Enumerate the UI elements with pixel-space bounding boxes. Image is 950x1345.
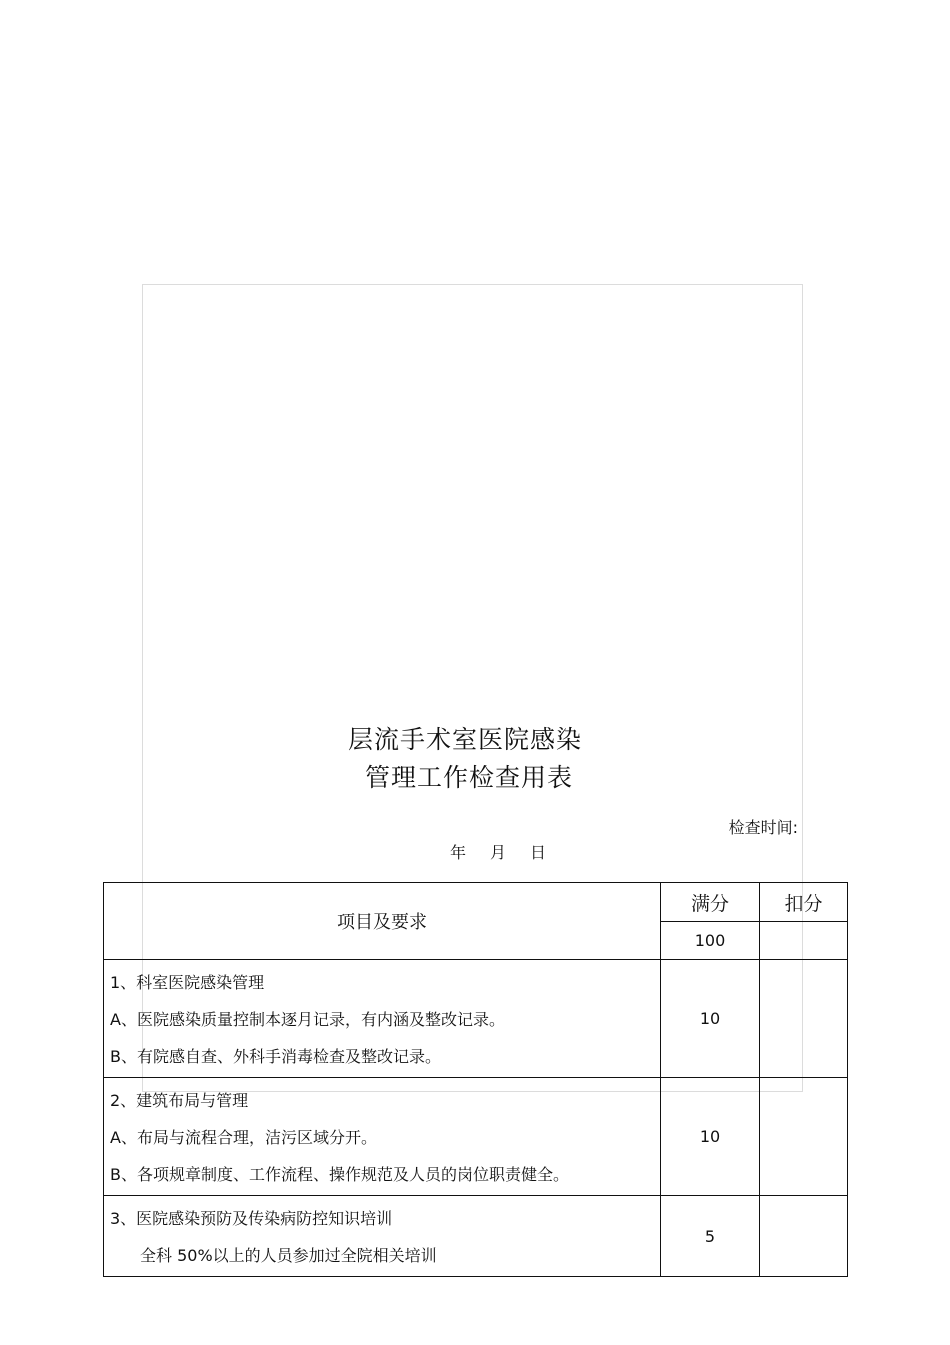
section-full-score: 10 bbox=[661, 1078, 760, 1196]
header-requirement: 项目及要求 bbox=[104, 883, 661, 960]
section-deduct-cell[interactable] bbox=[760, 1078, 848, 1196]
check-date bbox=[450, 840, 570, 863]
table-row bbox=[104, 960, 848, 1078]
document-title-line1: 层流手术室医院感染 bbox=[347, 725, 582, 754]
check-time-label: 检查时间: bbox=[728, 818, 798, 837]
section-deduct-cell[interactable] bbox=[760, 960, 848, 1078]
section-requirement-cell bbox=[104, 1196, 661, 1277]
section-deduct-cell[interactable] bbox=[760, 1196, 848, 1277]
section-item: A、医院感染质量控制本逐月记录，有内涵及整改记录。 bbox=[110, 1010, 505, 1029]
section-requirement-cell bbox=[104, 1078, 661, 1196]
date-day-unit: 日 bbox=[530, 843, 547, 862]
section-title: 1、科室医院感染管理 bbox=[110, 973, 265, 992]
total-full-score: 100 bbox=[661, 922, 760, 960]
table-row bbox=[104, 1196, 848, 1277]
section-requirement-cell bbox=[104, 960, 661, 1078]
section-item: A、布局与流程合理，洁污区域分开。 bbox=[110, 1128, 377, 1147]
inspection-table bbox=[103, 882, 848, 1277]
section-full-score: 5 bbox=[661, 1196, 760, 1277]
section-item: B、各项规章制度、工作流程、操作规范及人员的岗位职责健全。 bbox=[110, 1165, 569, 1184]
date-month-unit: 月 bbox=[490, 843, 507, 862]
document-title-line2: 管理工作检查用表 bbox=[364, 763, 573, 792]
section-item: 全科 50%以上的人员参加过全院相关培训 bbox=[140, 1246, 437, 1265]
header-deduct: 扣分 bbox=[760, 883, 848, 922]
table-row bbox=[104, 1078, 848, 1196]
section-item: B、有院感自查、外科手消毒检查及整改记录。 bbox=[110, 1047, 441, 1066]
section-title: 2、建筑布局与管理 bbox=[110, 1091, 249, 1110]
header-full-score: 满分 bbox=[661, 883, 760, 922]
section-full-score: 10 bbox=[661, 960, 760, 1078]
date-year-unit: 年 bbox=[450, 843, 467, 862]
total-deduct-cell[interactable] bbox=[760, 922, 848, 960]
section-title: 3、医院感染预防及传染病防控知识培训 bbox=[110, 1209, 393, 1228]
